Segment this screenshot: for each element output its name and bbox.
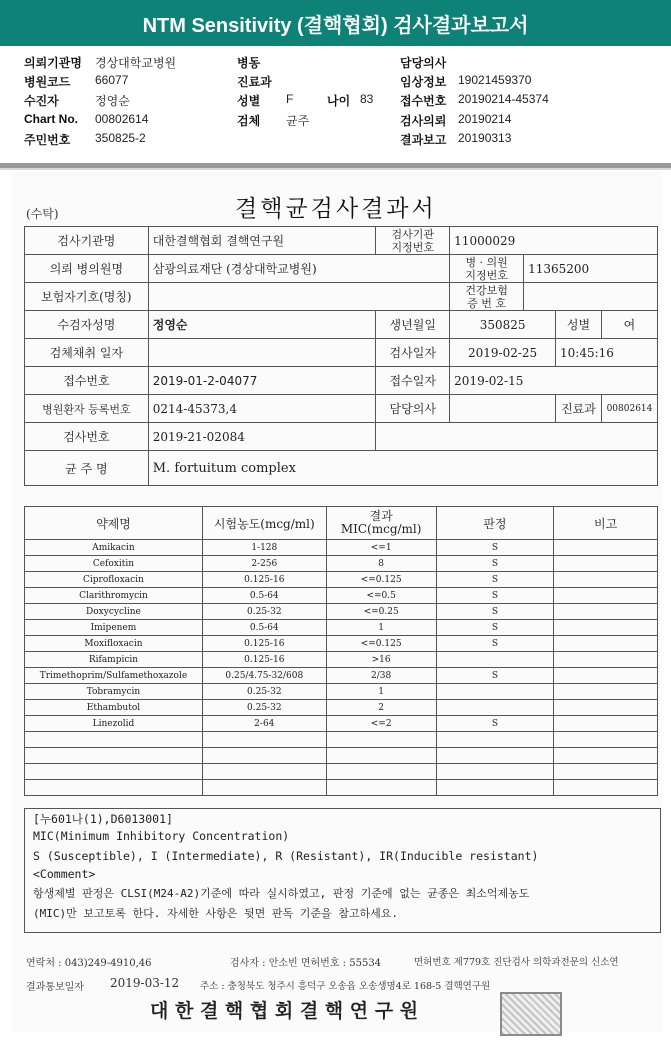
empty-row: [25, 780, 658, 796]
table-row: [25, 684, 658, 700]
result: [436, 700, 554, 716]
clinical-value: 19021459370: [458, 73, 532, 87]
empty-row: [25, 732, 658, 748]
code-label: 병원코드: [24, 75, 71, 89]
tester-info: 검사자 : 안소빈 면허번호 : 55534: [230, 958, 382, 969]
result: S: [436, 572, 554, 588]
empty-row: [25, 748, 658, 764]
test-conc: 0.25/4.75-32/608: [202, 668, 326, 684]
table-row: [25, 620, 658, 636]
mic-value: <=1: [326, 540, 436, 556]
table-row: [25, 556, 658, 572]
result: [436, 652, 554, 668]
remark: [554, 620, 658, 636]
col-result: 판정: [436, 507, 554, 540]
notify-date: 2019-03-12: [110, 976, 180, 990]
clinical-label: 임상정보: [400, 75, 447, 89]
comment-box: [24, 808, 661, 933]
organism-value: M. fortuitum complex: [148, 451, 657, 486]
specimen-info-table: [24, 226, 658, 486]
patient-info-panel: [0, 48, 671, 162]
code-value: 66077: [95, 73, 129, 87]
drug-name: Amikacin: [25, 540, 203, 556]
remark: [554, 652, 658, 668]
report-title: NTM Sensitivity (결핵협회) 검사결과보고서: [142, 14, 529, 37]
age-label: 나이: [327, 94, 351, 108]
comment-mic: MIC(Minimum Inhibitory Concentration): [33, 829, 290, 843]
dept-label: 진료과: [237, 75, 272, 89]
drug-name: Linezolid: [25, 716, 203, 732]
specimen-label: 검체: [237, 114, 261, 128]
name-label: 수검자성명: [25, 311, 149, 339]
hospital-label: 의뢰기관명: [24, 56, 82, 70]
result: S: [436, 716, 554, 732]
remark: [554, 604, 658, 620]
drug-name: Ethambutol: [25, 700, 203, 716]
result: S: [436, 540, 554, 556]
accession-label: 접수번호: [400, 94, 447, 108]
result: S: [436, 636, 554, 652]
test-no-value: 2019-21-02084: [148, 423, 376, 451]
test-time-value: 10:45:16: [556, 339, 658, 367]
clinic-no-value: 11365200: [524, 255, 658, 283]
report-title-bar: [0, 0, 671, 46]
lab-value: 대한결핵협회 결핵연구원: [148, 227, 376, 255]
comment-line-1: 항생제별 판정은 CLSI(M24-A2)기준에 따라 실시하였고, 판정 기준에 없는 균종은 최소억제농도: [33, 887, 530, 900]
drug-name: Imipenem: [25, 620, 203, 636]
result: S: [436, 604, 554, 620]
remark: [554, 684, 658, 700]
mic-value: 2/38: [326, 668, 436, 684]
chart-value: 00802614: [95, 112, 149, 126]
ward-label: 병동: [237, 56, 261, 70]
document-title: 결핵균검사결과서: [235, 196, 437, 222]
remark: [554, 556, 658, 572]
recv-date-value: 2019-02-15: [450, 367, 658, 395]
col-mic: 결과 MIC(mcg/ml): [326, 507, 436, 540]
table-row: [25, 588, 658, 604]
collect-label: 검체채취 일자: [25, 339, 149, 367]
test-conc: 1-128: [202, 540, 326, 556]
report-value: 20190313: [458, 131, 512, 145]
doctor-label-doc: 담당의사: [376, 395, 450, 423]
lab-no-label: 검사기관 지정번호: [376, 227, 450, 255]
mic-value: >16: [326, 652, 436, 668]
comment-legend: S (Susceptible), I (Intermediate), R (Resistant), IR(Inducible resistant): [33, 849, 539, 863]
dob-label: 생년월일: [376, 311, 450, 339]
sex-label-doc: 성별: [556, 311, 602, 339]
mic-value: <=0.125: [326, 572, 436, 588]
result: S: [436, 588, 554, 604]
address-info: 주소 : 충청북도 청주시 흥덕구 오송읍 오송생명4로 168-5 결핵연구원: [200, 981, 491, 992]
susceptibility-table: [24, 506, 658, 796]
test-date-value: 2019-02-25: [450, 339, 556, 367]
drug-name: Rifampicin: [25, 652, 203, 668]
remark: [554, 636, 658, 652]
mic-value: <=0.25: [326, 604, 436, 620]
test-conc: 0.5-64: [202, 620, 326, 636]
col-conc: 시험농도(mcg/ml): [202, 507, 326, 540]
drug-name: Cefoxitin: [25, 556, 203, 572]
result: [436, 684, 554, 700]
comment-code: [누601나(1),D6013001]: [33, 812, 173, 826]
req-hosp-value: 삼광의료재단 (경상대학교병원): [148, 255, 449, 283]
table-row: [25, 716, 658, 732]
notify-label: 결과통보일자: [26, 982, 84, 993]
sex-value-doc: 여: [601, 311, 657, 339]
divider-light: [0, 168, 671, 170]
comment-line-2: (MIC)만 보고토록 한다. 자세한 사항은 뒷면 판독 기준을 참고하세요.: [33, 907, 398, 920]
table-row: [25, 700, 658, 716]
rrn-value: 350825-2: [95, 131, 146, 145]
lab-label: 검사기관명: [25, 227, 149, 255]
remark: [554, 716, 658, 732]
chart-label: Chart No.: [24, 112, 78, 126]
recv-date-label: 접수일자: [376, 367, 450, 395]
rrn-label: 주민번호: [24, 133, 71, 147]
health-no-label: 건강보험 증 번 호: [450, 283, 524, 311]
table-row: [25, 636, 658, 652]
insured-label: 보험자기호(명칭): [25, 283, 149, 311]
test-conc: 0.125-16: [202, 572, 326, 588]
drug-name: Clarithromycin: [25, 588, 203, 604]
col-remark: 비고: [554, 507, 658, 540]
organization-name: 대 한 결 핵 협 회 결 핵 연 구 원: [150, 1000, 419, 1022]
result: S: [436, 556, 554, 572]
test-conc: 0.5-64: [202, 588, 326, 604]
recv-no-label: 접수번호: [25, 367, 149, 395]
drug-name: Tobramycin: [25, 684, 203, 700]
result: S: [436, 620, 554, 636]
name-value: 정영순: [148, 311, 376, 339]
dob-value: 350825: [450, 311, 556, 339]
organism-label: 균 주 명: [25, 451, 149, 486]
test-conc: 0.25-32: [202, 604, 326, 620]
drug-name: Moxifloxacin: [25, 636, 203, 652]
test-conc: 0.25-32: [202, 684, 326, 700]
contact-info: 연락처 : 043)249-4910,46: [26, 958, 152, 969]
result: S: [436, 668, 554, 684]
accession-value: 20190214-45374: [458, 92, 549, 106]
table-row: [25, 604, 658, 620]
specimen-value: 균주: [286, 114, 310, 128]
mic-value: 2: [326, 700, 436, 716]
clinic-no-label: 병 · 의원 지정번호: [450, 255, 524, 283]
patient-label: 수진자: [24, 94, 59, 108]
patient-value: 정영순: [95, 94, 130, 108]
test-conc: 0.125-16: [202, 652, 326, 668]
remark: [554, 540, 658, 556]
drug-name: Doxycycline: [25, 604, 203, 620]
mic-value: <=0.5: [326, 588, 436, 604]
col-drug: 약제명: [25, 507, 203, 540]
consignment-tag: (수탁): [26, 207, 59, 221]
remark: [554, 668, 658, 684]
mic-value: <=2: [326, 716, 436, 732]
test-conc: 2-256: [202, 556, 326, 572]
mic-value: 1: [326, 684, 436, 700]
remark: [554, 588, 658, 604]
request-value: 20190214: [458, 112, 512, 126]
lab-no-value: 11000029: [450, 227, 658, 255]
test-no-label: 검사번호: [25, 423, 149, 451]
mic-value: 8: [326, 556, 436, 572]
dept-label-doc: 진료과: [556, 395, 602, 423]
request-label: 검사의뢰: [400, 114, 447, 128]
official-seal: [500, 992, 562, 1036]
test-conc: 2-64: [202, 716, 326, 732]
reg-value: 0214-45373,4: [148, 395, 376, 423]
license-info: 면허번호 제779호 진단검사 의학과전문의 신소연: [414, 957, 619, 968]
reg-label: 병원환자 등록번호: [25, 395, 149, 423]
table-row: [25, 668, 658, 684]
doctor-label: 담당의사: [400, 56, 447, 70]
drug-name: Ciprofloxacin: [25, 572, 203, 588]
table-row: [25, 652, 658, 668]
sex-value: F: [286, 92, 294, 106]
report-label: 결과보고: [400, 133, 447, 147]
empty-row: [25, 764, 658, 780]
mic-value: 1: [326, 620, 436, 636]
test-conc: 0.125-16: [202, 636, 326, 652]
req-hosp-label: 의뢰 병의원명: [25, 255, 149, 283]
remark: [554, 572, 658, 588]
dept-value-doc: 00802614: [601, 395, 657, 423]
table-row: [25, 572, 658, 588]
drug-name: Trimethoprim/Sulfamethoxazole: [25, 668, 203, 684]
test-date-label: 검사일자: [376, 339, 450, 367]
recv-no-value: 2019-01-2-04077: [148, 367, 376, 395]
mic-value: <=0.125: [326, 636, 436, 652]
remark: [554, 700, 658, 716]
table-row: [25, 540, 658, 556]
hospital-value: 경상대학교병원: [95, 56, 177, 70]
sex-label: 성별: [237, 94, 261, 108]
test-conc: 0.25-32: [202, 700, 326, 716]
comment-heading: <Comment>: [33, 867, 96, 881]
age-value: 83: [360, 92, 374, 106]
